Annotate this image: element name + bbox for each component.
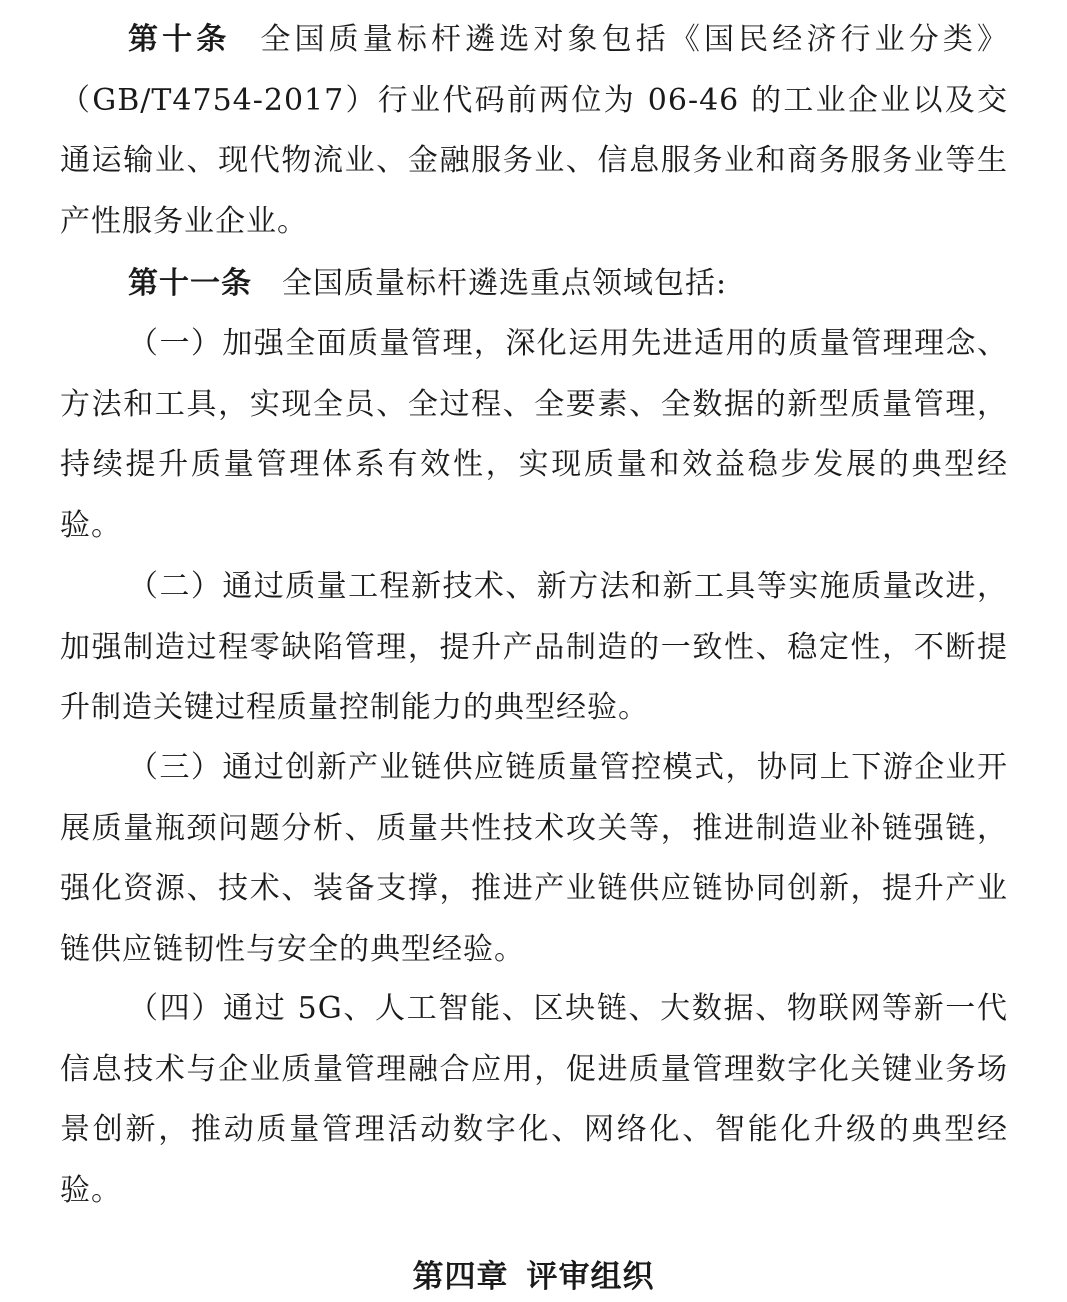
chapter-title: 评审组织 bbox=[526, 1259, 655, 1295]
item-3-paragraph: （三）通过创新产业链供应链质量管控模式，协同上下游企业开展质量瓶颈问题分析、质量共性技术攻关等，推进制造业补链强链，强化资源、技术、装备支撑，推进产业链供应链协同创新，提升产业链供应链韧性与安全的典型经验。 bbox=[60, 750, 1008, 967]
article-10-text: 全国质量标杆遴选对象包括《国民经济行业分类》（GB/T4754-2017）行业代码前两位为 06-46 的工业企业以及交通运输业、现代物流业、金融服务业、信息服务业和商务服务业等生产性服务业企业。 bbox=[60, 22, 1008, 239]
article-10-label: 第十条 bbox=[128, 22, 231, 57]
article-11-label: 第十一条 bbox=[128, 266, 252, 301]
chapter-heading bbox=[0, 1252, 1067, 1302]
item-2-paragraph: （二）通过质量工程新技术、新方法和新工具等实施质量改进，加强制造过程零缺陷管理，提升产品制造的一致性、稳定性，不断提升制造关键过程质量控制能力的典型经验。 bbox=[60, 569, 1008, 725]
item-1-paragraph: （一）加强全面质量管理，深化运用先进适用的质量管理理念、方法和工具，实现全员、全过程、全要素、全数据的新型质量管理，持续提升质量管理体系有效性，实现质量和效益稳步发展的典型经验。 bbox=[60, 326, 1008, 543]
item-4-paragraph: （四）通过 5G、人工智能、区块链、大数据、物联网等新一代信息技术与企业质量管理融合应用，促进质量管理数字化关键业务场景创新，推动质量管理活动数字化、网络化、智能化升级的典型经验。 bbox=[60, 991, 1008, 1208]
chapter-number: 第四章 bbox=[412, 1259, 509, 1295]
article-11-text: 全国质量标杆遴选重点领域包括: bbox=[282, 266, 728, 301]
article-11-paragraph bbox=[60, 254, 1008, 315]
article-10-paragraph bbox=[60, 10, 1008, 252]
